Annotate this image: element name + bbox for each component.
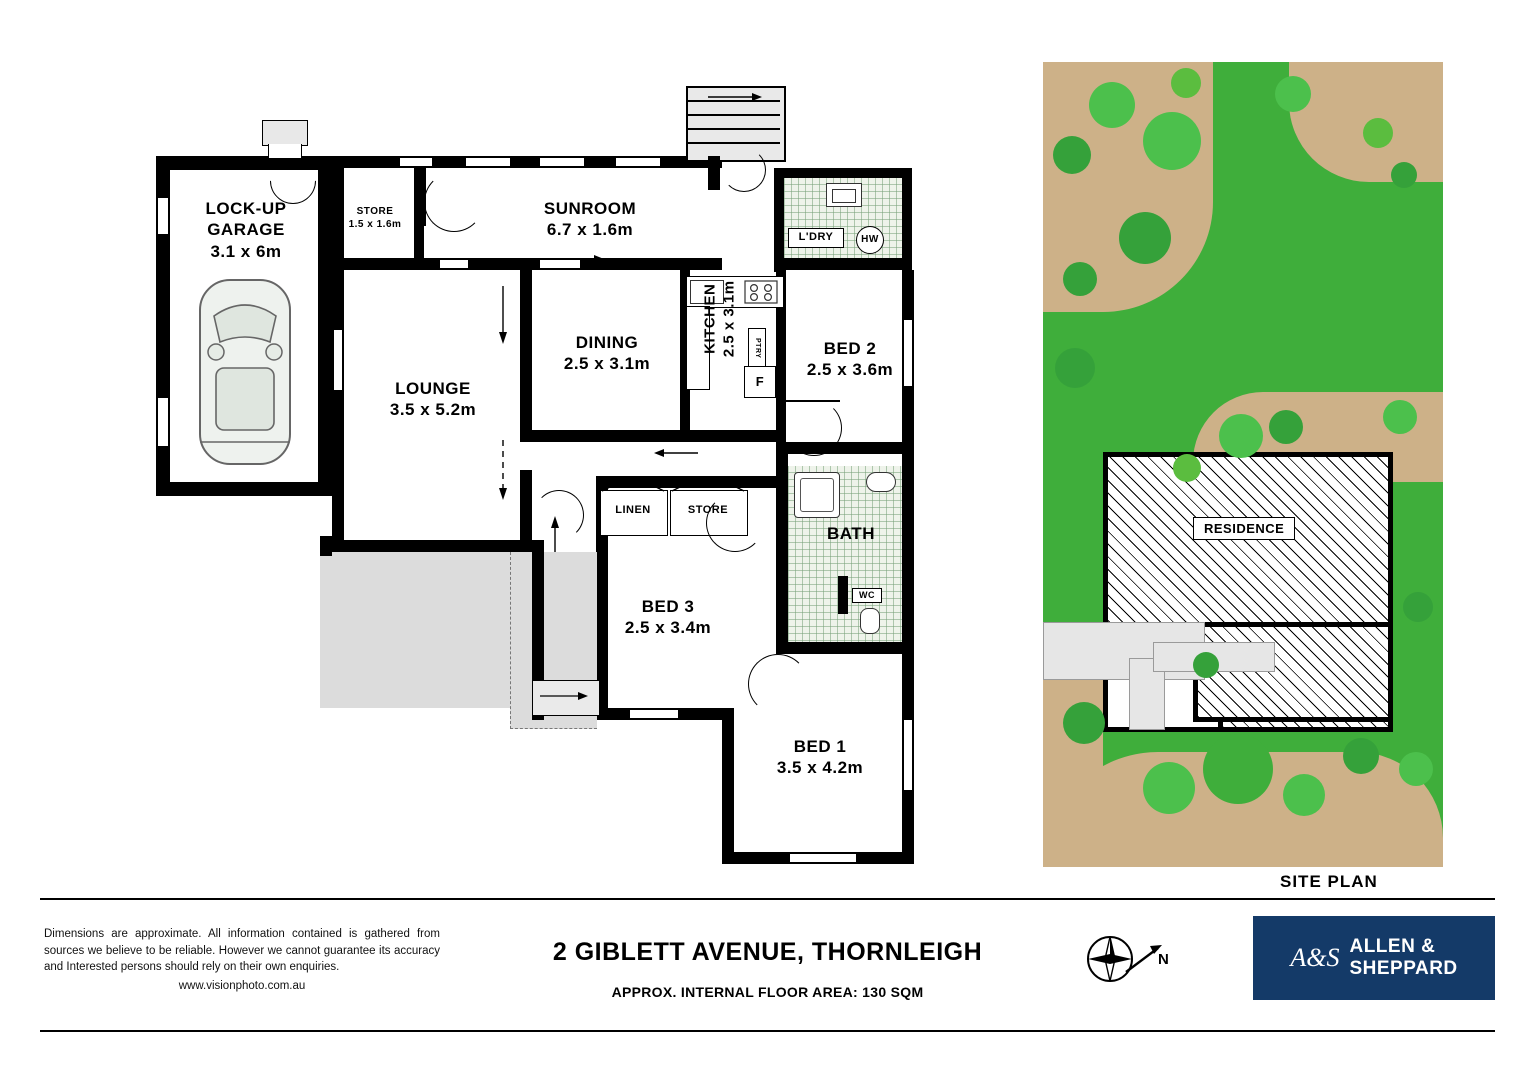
label-linen: LINEN <box>615 504 651 516</box>
garage-door-swing <box>268 144 302 158</box>
logo-line1: ALLEN & <box>1349 936 1436 958</box>
laundry-wall-top <box>774 168 912 178</box>
lounge-door-arc <box>534 490 584 540</box>
laundry-tub-bowl <box>832 189 856 203</box>
bed2-door-arc <box>786 400 842 456</box>
bath-wall-bottom <box>788 642 914 654</box>
agency-logo <box>1253 916 1495 1000</box>
stair-tread-4 <box>688 142 780 144</box>
cooktop-icon <box>744 280 778 304</box>
tree-19 <box>1193 652 1219 678</box>
garage-window-left1 <box>158 196 168 236</box>
site-residence-ext <box>1193 622 1393 722</box>
footer-divider-top <box>40 898 1495 900</box>
garage-wall-right <box>318 156 332 496</box>
dining-lower-wall <box>520 430 680 442</box>
room-label-bed1: BED 1 3.5 x 4.2m <box>776 737 864 778</box>
site-residence-label: RESIDENCE <box>1193 517 1295 540</box>
room-label-bed2: BED 2 2.5 x 3.6m <box>806 339 894 380</box>
bed1-door-arc <box>748 654 808 714</box>
garage-window-left2 <box>158 396 168 448</box>
sunroom-window-1 <box>400 158 432 166</box>
sunroom-wall-bottom <box>332 258 722 270</box>
stair-direction-arrow <box>706 90 766 104</box>
store-wall-right <box>414 168 424 260</box>
svg-text:N: N <box>1158 951 1169 968</box>
house-wall-left-lounge <box>332 270 344 552</box>
tree-21 <box>1403 592 1433 622</box>
bed3-window-bottom <box>630 710 678 718</box>
tree-17 <box>1283 774 1325 816</box>
tree-20 <box>1173 454 1201 482</box>
store-door-arc <box>424 172 484 232</box>
store-door-leaf <box>424 168 426 226</box>
patio-wall-top <box>332 540 532 552</box>
tree-5 <box>1063 262 1097 296</box>
room-label-garage: LOCK-UP GARAGE 3.1 x 6m <box>205 199 287 261</box>
room-label-dining: DINING 2.5 x 3.1m <box>563 333 651 374</box>
site-garden-bed-left <box>1043 662 1103 867</box>
sunroom-opening-1 <box>440 260 468 268</box>
tree-22 <box>1399 752 1433 786</box>
tree-6 <box>1171 68 1201 98</box>
logo-line2: SHEPPARD <box>1349 958 1458 979</box>
label-pantry: PTRY <box>748 328 766 368</box>
tree-13 <box>1383 400 1417 434</box>
stair-tread-2 <box>688 114 780 116</box>
tree-1 <box>1053 136 1091 174</box>
bed3-door-arc <box>706 494 764 552</box>
lounge-dining-wall <box>520 270 532 432</box>
tree-10 <box>1055 348 1095 388</box>
wc-pan-icon <box>860 608 880 634</box>
tree-7 <box>1275 76 1311 112</box>
label-store2: STORE <box>687 504 729 516</box>
bed2-door-leaf <box>786 400 840 402</box>
tree-3 <box>1143 112 1201 170</box>
sunroom-arrow <box>560 252 606 266</box>
room-label-bed3: BED 3 2.5 x 3.4m <box>624 597 712 638</box>
site-plan <box>1043 62 1443 867</box>
linen-doors-lines <box>598 478 750 494</box>
room-label-bath: BATH <box>827 524 875 543</box>
tree-14 <box>1063 702 1105 744</box>
tree-9 <box>1391 162 1417 188</box>
lounge-window-left <box>334 330 342 390</box>
label-laundry: L'DRY <box>788 228 844 248</box>
page-subtitle: APPROX. INTERNAL FLOOR AREA: 130 SQM <box>611 984 924 1000</box>
tree-18 <box>1343 738 1379 774</box>
logo-monogram: A&S <box>1290 943 1340 972</box>
hall-arrow-2 <box>496 440 510 502</box>
label-hotwater: HW <box>856 226 884 254</box>
laundry-wall-left <box>774 168 784 272</box>
tree-15 <box>1143 762 1195 814</box>
hall-arrow-1 <box>496 286 510 346</box>
stair-tread-3 <box>688 128 780 130</box>
room-label-sunroom: SUNROOM 6.7 x 1.6m <box>543 199 637 240</box>
tree-4 <box>1119 212 1171 264</box>
house-wall-left-bed <box>722 712 734 864</box>
footer-divider-bottom <box>40 1030 1495 1032</box>
room-label-kitchen: KITCHEN 2.5 x 3.1m <box>701 280 737 358</box>
bed1-window-right <box>904 720 912 790</box>
sunroom-window-3 <box>540 158 584 166</box>
bath-tub-inner <box>800 478 834 512</box>
page-title: 2 GIBLETT AVENUE, THORNLEIGH <box>552 938 983 966</box>
tree-16 <box>1203 734 1273 804</box>
patio-wall-left <box>320 536 332 556</box>
label-wc: WC <box>852 588 882 603</box>
tree-12 <box>1269 410 1303 444</box>
house-wall-left-upper <box>332 168 344 272</box>
stair-side-wall <box>708 156 720 190</box>
sunroom-window-4 <box>616 158 660 166</box>
garage-door-opening <box>262 120 308 146</box>
compass-icon <box>1074 928 1170 990</box>
patio-step-arrow <box>540 690 592 702</box>
sunroom-wall-top <box>332 156 722 168</box>
room-label-lounge: LOUNGE 3.5 x 5.2m <box>389 379 477 420</box>
stair-door-arc <box>722 148 766 192</box>
wc-wall <box>838 576 848 614</box>
sunroom-window-2 <box>466 158 510 166</box>
disclaimer-text: Dimensions are approximate. All information contained is gathered from sources we believe to be reliable. However we cannot guarantee its accuracy and Interested persons should rely on their own enquiries. <box>44 928 440 974</box>
patio-area <box>320 552 532 708</box>
laundry-wall-right <box>902 168 912 272</box>
bed1-window-bottom <box>790 854 856 862</box>
website-text: www.visionphoto.com.au <box>178 980 306 992</box>
room-label-store: STORE 1.5 x 1.6m <box>348 206 402 230</box>
tree-11 <box>1219 414 1263 458</box>
laundry-wall-bottom <box>774 258 912 270</box>
car-icon <box>186 272 304 472</box>
kitchen-arrow <box>652 446 698 460</box>
garage-wall-bottom <box>156 482 332 496</box>
bath-basin-icon <box>866 472 896 492</box>
label-fridge: F <box>744 366 776 398</box>
site-plan-title: SITE PLAN <box>1280 872 1378 891</box>
tree-8 <box>1363 118 1393 148</box>
house-wall-right-mid <box>902 454 914 864</box>
kitchen-wall-bottom <box>680 430 786 442</box>
tree-2 <box>1089 82 1135 128</box>
